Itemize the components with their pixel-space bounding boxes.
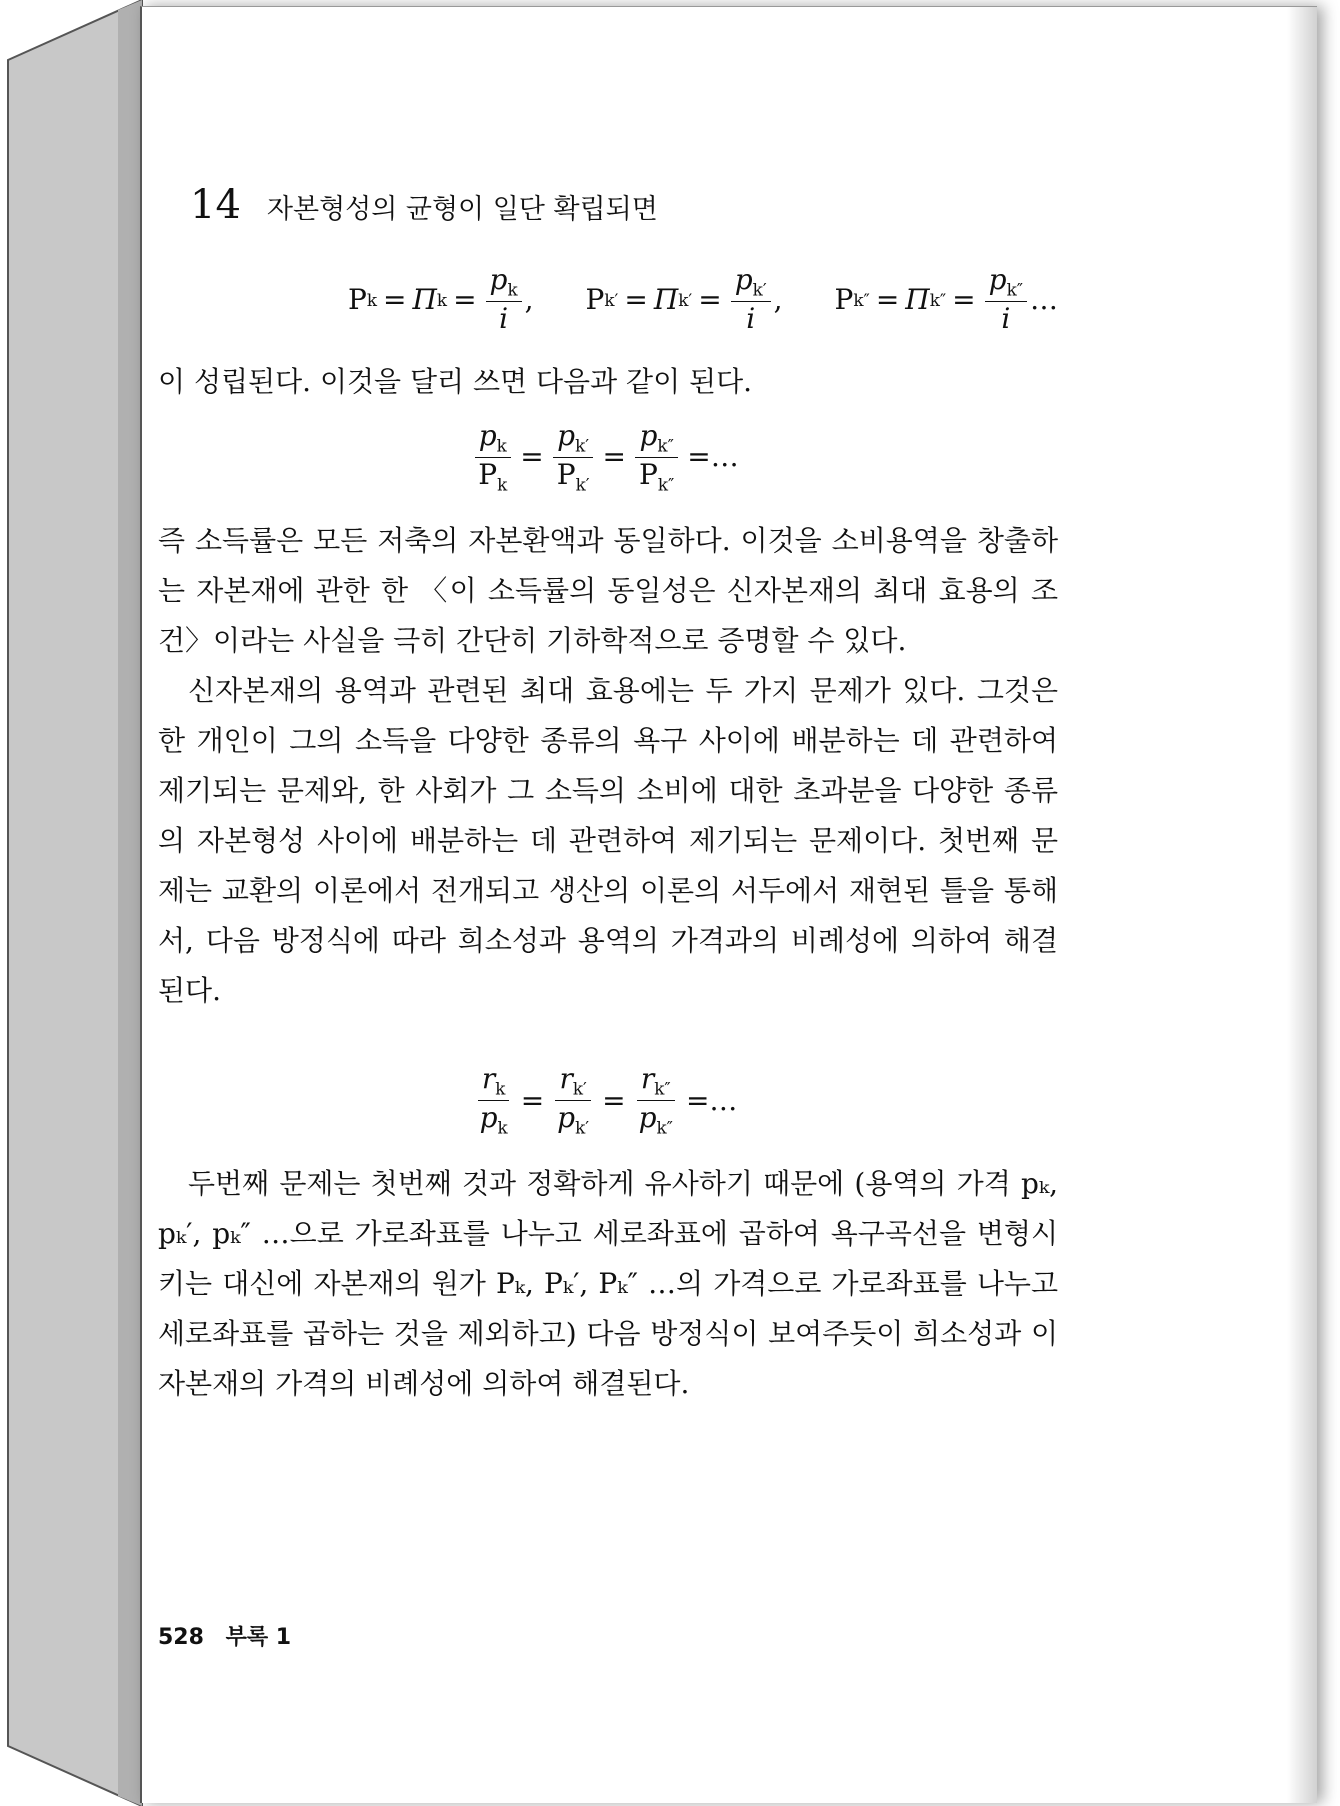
eq1-fraction-1: $\frac{p_k}{i}$ [486,265,522,335]
page-content [158,180,1058,1409]
section-heading [190,180,1058,235]
eq3-fraction-3: $\frac{r_{k''}}{p_{k''}}$ [638,1061,673,1138]
page-edge-shadow [1287,7,1317,1803]
page-footer [158,1620,291,1651]
eq2-fraction-2: $\frac{p_{k'}}{P_{k'}}$ [553,421,594,494]
section-number: 14 [190,182,241,228]
eq1-term-2: P k′ = Π k′ = $\frac{p_{k'}}{i}$ , [585,263,783,336]
eq3-fraction-1: $\frac{r_k}{p_k}$ [479,1061,508,1138]
eq1-term-3: P k″ = Π k″ = $\frac{p_{k''}}{i}$ … [834,263,1058,336]
paragraph-2: 즉 소득률은 모든 저축의 자본환액과 동일하다. 이것을 소비용역을 창출하는 자본재에 관한 한 〈이 소득률의 동일성은 신자본재의 최대 효용의 조건〉이라는 사실을 극히 간단히 기하학적으로 증명할 수 있다. [158,523,1058,657]
page-number: 528 [158,1625,204,1650]
equation-3: $\frac{r_k}{p_k}$ = $\frac{r_{k'}}{p_{k'}}$ = $\frac{r_{k''}}{p_{k''}}$ =… [158,1064,1058,1137]
equation-1 [158,265,1058,335]
eq1-fraction-2: $\frac{p_{k'}}{i}$ [731,265,771,335]
section-title: 자본형성의 균형이 일단 확립되면 [266,194,658,225]
paragraph-4: 두번째 문제는 첫번째 것과 정확하게 유사하기 때문에 (용역의 가격 pₖ, pₖ′, pₖ″ …으로 가로좌표를 나누고 세로좌표에 곱하여 욕구곡선을 변형시키는 대신에 자본재의 원가 Pₖ, Pₖ′, Pₖ″ …의 가격으로 가로좌표를 나누고 세로좌표를 곱하는 것을 제외하고) 다음 방정식이 보여주듯이 희소성과 이 자본재의 가격의 비례성에 의하여 해결된다. [158,1167,1058,1401]
eq1-fraction-3: $\frac{p_{k''}}{i}$ [985,265,1027,335]
footer-label: 부록 1 [225,1625,292,1650]
eq2-fraction-3: $\frac{p_{k''}}{P_{k''}}$ [635,421,678,494]
paragraph-3: 신자본재의 용역과 관련된 최대 효용에는 두 가지 문제가 있다. 그것은 한 개인이 그의 소득을 다양한 종류의 욕구 사이에 배분하는 데 관련하여 제기되는 문제와, 한 사회가 그 소득의 소비에 대한 초과분을 다양한 종류의 자본형성 사이에 배분하는 데 관련하여 제기되는 문제이다. 첫번째 문제는 교환의 이론에서 전개되고 생산의 이론의 서두에서 재현된 틀을 통해서, 다음 방정식에 따라 희소성과 용역의 가격과의 비례성에 의하여 해결된다. [158,673,1058,1007]
equation-2: $\frac{p_k}{P_k}$ = $\frac{p_{k'}}{P_{k'}}$ = $\frac{p_{k''}}{P_{k''}}$ =… [158,421,1058,494]
eq1-term-1: P k = Π k = $\frac{p_k}{i}$ , [347,263,534,336]
paragraph-1: 이 성립된다. 이것을 달리 쓰면 다음과 같이 된다. [158,364,753,398]
book-spine [0,0,150,1806]
eq3-fraction-2: $\frac{r_{k'}}{p_{k'}}$ [557,1061,590,1138]
eq2-fraction-1: $\frac{p_k}{P_k}$ [474,421,511,494]
